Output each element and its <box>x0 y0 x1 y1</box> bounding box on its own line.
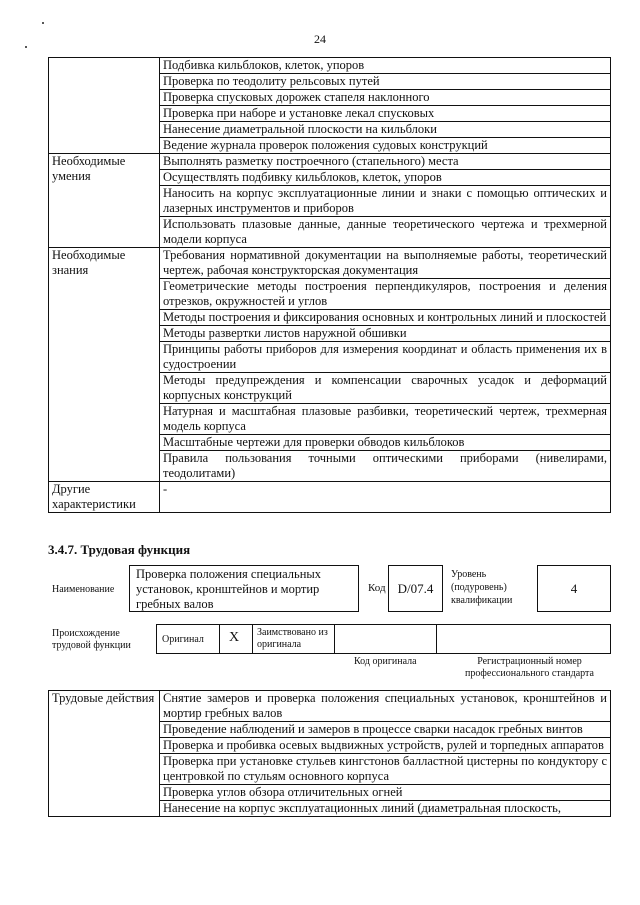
divider <box>252 624 253 654</box>
table-row <box>49 482 611 513</box>
table-cell: Масштабные чертежи для проверки обводов кильблоков <box>160 435 611 451</box>
table-cell: Требования нормативной документации на выполняемые работы, теоретический чертеж, рабочая конструкторская документация <box>160 248 611 279</box>
row-label-actions: Трудовые действия <box>49 691 160 817</box>
original-label: Оригинал <box>162 634 204 645</box>
origin-row <box>156 624 611 654</box>
table-cell: Методы предупреждения и компенсации сварочных усадок и деформаций корпусных конструкций <box>160 373 611 404</box>
table-cell: Наносить на корпус эксплуатационные линии и знаки с помощью оптических и лазерных инструментов и приборов <box>160 186 611 217</box>
code-original-caption: Код оригинала <box>354 656 417 667</box>
page-number: 24 <box>314 32 326 46</box>
table-cell: Нанесение на корпус эксплуатационных линий (диаметральная плоскость, <box>160 801 611 817</box>
level-value-box: 4 <box>537 565 611 612</box>
level-label: Уровень (подуровень) квалификации <box>451 569 513 606</box>
labor-actions-table <box>48 690 611 817</box>
row-label-other: Другие характеристики <box>49 482 160 513</box>
table-cell: Правила пользования точными оптическими приборами (нивелирами, теодолитами) <box>160 451 611 482</box>
function-name-box: Проверка положения специальных установок, кронштейнов и мортир гребных валов <box>129 565 359 612</box>
borrowed-label: Заимствовано из оригинала <box>257 627 328 650</box>
registration-caption: Регистрационный номер профессионального стандарта <box>465 656 594 679</box>
name-label: Наименование <box>52 584 115 595</box>
table-cell: Проверка при установке стульев кингстонов балластной цистерны по кондуктору с центровкой по стульям основного корпуса <box>160 754 611 785</box>
divider <box>334 624 335 654</box>
table-cell: - <box>160 482 611 513</box>
table-row <box>49 248 611 279</box>
code-label: Код <box>368 582 386 594</box>
table-cell: Нанесение диаметральной плоскости на кильблоки <box>160 122 611 138</box>
table-cell: Методы развертки листов наружной обшивки <box>160 326 611 342</box>
row-label-knowledge: Необходимые знания <box>49 248 160 482</box>
table-cell: Натурная и масштабная плазовые разбивки, теоретический чертеж, трехмерная модель корпуса <box>160 404 611 435</box>
table-cell: Проверка по теодолиту рельсовых путей <box>160 74 611 90</box>
row-label <box>49 58 160 154</box>
table-cell: Ведение журнала проверок положения судовых конструкций <box>160 138 611 154</box>
divider <box>436 624 437 654</box>
function-code-box: D/07.4 <box>388 565 443 612</box>
table-row <box>49 691 611 722</box>
table-cell: Проверка спусковых дорожек стапеля наклонного <box>160 90 611 106</box>
table-cell: Методы построения и фиксирования основных и контрольных линий и плоскостей <box>160 310 611 326</box>
table-row <box>49 58 611 74</box>
scan-mark <box>42 22 44 24</box>
table-cell: Проверка углов обзора отличительных огней <box>160 785 611 801</box>
table-cell: Проверка при наборе и установке лекал спусковых <box>160 106 611 122</box>
table-cell: Выполнять разметку построечного (стапельного) места <box>160 154 611 170</box>
table-row <box>49 154 611 170</box>
table-cell: Подбивка кильблоков, клеток, упоров <box>160 58 611 74</box>
original-mark: X <box>229 630 240 645</box>
competency-table <box>48 57 611 513</box>
table-cell: Геометрические методы построения перпендикуляров, построения и деления отрезков, окружностей и углов <box>160 279 611 310</box>
section-title: 3.4.7. Трудовая функция <box>48 542 191 557</box>
divider <box>219 624 220 654</box>
origin-label: Происхождение трудовой функции <box>52 628 131 651</box>
table-cell: Проведение наблюдений и замеров в процессе сварки насадок гребных винтов <box>160 722 611 738</box>
table-cell: Снятие замеров и проверка положения специальных установок, кронштейнов и мортир гребных валов <box>160 691 611 722</box>
table-cell: Использовать плазовые данные, данные теоретического чертежа и трехмерной модели корпуса <box>160 217 611 248</box>
row-label-skills: Необходимые умения <box>49 154 160 248</box>
table-cell: Проверка и пробивка осевых выдвижных устройств, рулей и торпедных аппаратов <box>160 738 611 754</box>
table-cell: Принципы работы приборов для измерения координат и область применения их в судостроении <box>160 342 611 373</box>
table-cell: Осуществлять подбивку кильблоков, клеток, упоров <box>160 170 611 186</box>
